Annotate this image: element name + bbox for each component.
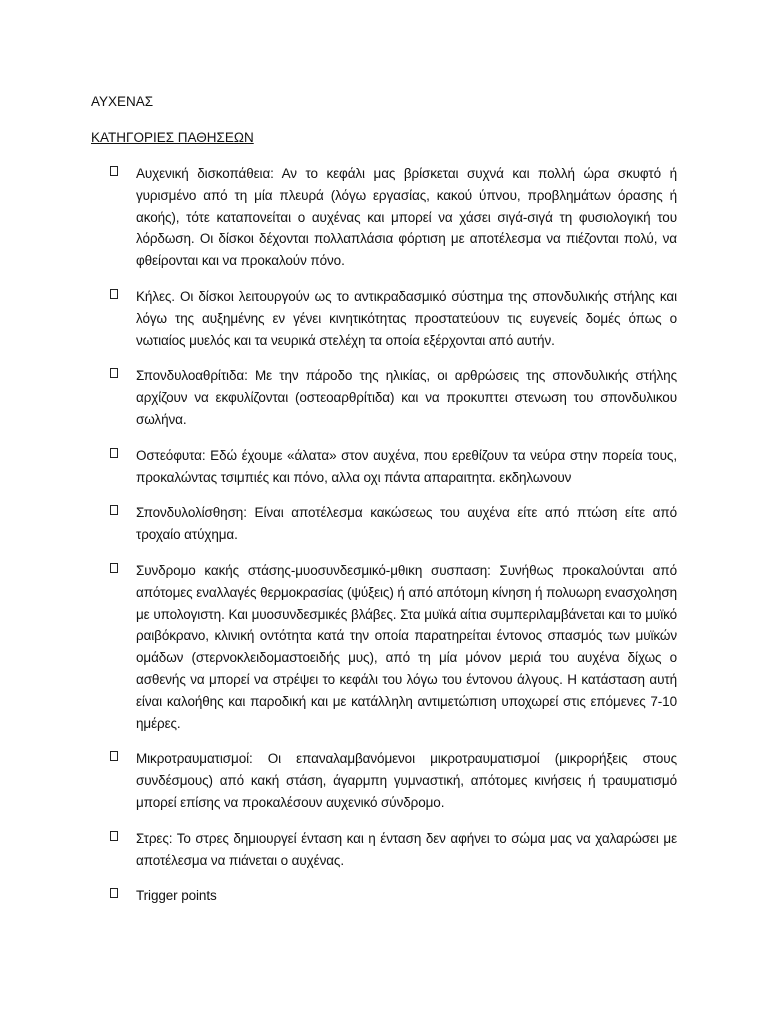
conditions-list xyxy=(0,163,768,921)
checkbox-bullet-icon xyxy=(110,368,118,378)
list-item-text: Συνδρομο κακής στάσης-μυοσυνδεσμικό-μθικη συσπαση: Συνήθως προκαλούνται από απότομες εναλλαγές θερμοκρασίας (ψύξεις) ή από απότομη κίνηση ή πολυωρη ενασχοληση με υπολογιστη. Και μυοσυνδεσμικές βλάβες. Στα μυϊκά αίτια συμπεριλαμβάνεται και το μυϊκό ραιβόκρανο, κλινική οντότητα κατά την οποία παρατηρείται έντονος σπασμός των μυϊκών ομάδων (στερνοκλειδομαστοειδής μυς), από τη μία μόνον μεριά του αυχένα δίχως ο ασθενής να μπορεί να στρέψει το κεφάλι του λόγω του έντονου άλγους. Η κατάσταση αυτή είναι καλοήθης και παροδική και με κατάλληλη αντιμετώπιση υποχωρεί στις επόμενες 7-10 ημέρες. xyxy=(136,562,677,731)
list-item xyxy=(0,560,677,734)
list-item xyxy=(0,163,677,272)
checkbox-bullet-icon xyxy=(110,448,118,458)
list-item-text: Οστεόφυτα: Εδώ έχουμε «άλατα» στον αυχένα, που ερεθίζουν τα νεύρα στην πορεία τους, προκαλώντας τσιμπιές και πόνο, αλλα οχι πάντα απαραιτητα. εκδηλωνουν xyxy=(136,447,677,485)
checkbox-bullet-icon xyxy=(110,831,118,841)
list-item xyxy=(0,502,677,546)
section-heading: ΚΑΤΗΓΟΡΙΕΣ ΠΑΘΗΣΕΩΝ xyxy=(91,130,254,145)
list-item xyxy=(0,885,677,907)
list-item-text: Στρες: Το στρες δημιουργεί ένταση και η ένταση δεν αφήνει το σώμα μας να χαλαρώσει με αποτέλεσμα να πιάνεται ο αυχένας. xyxy=(136,830,677,868)
list-item xyxy=(0,365,677,430)
checkbox-bullet-icon xyxy=(110,166,118,176)
checkbox-bullet-icon xyxy=(110,289,118,299)
list-item-text: Trigger points xyxy=(136,888,217,904)
checkbox-bullet-icon xyxy=(110,751,118,761)
document-title: ΑΥΧΕΝΑΣ xyxy=(91,94,154,109)
checkbox-bullet-icon xyxy=(110,888,118,898)
list-item xyxy=(0,828,677,872)
checkbox-bullet-icon xyxy=(110,505,118,515)
list-item xyxy=(0,748,677,813)
list-item-text: Κήλες. Οι δίσκοι λειτουργούν ως το αντικραδασμικό σύστημα της σπονδυλικής στήλης και λόγω της αυξημένης εν γένει κινητικότητας προστατεύουν τις ευγενείς δομές όπως ο νωτιαίος μυελός και τα νευρικά στελέχη τα οποία εξέρχονται από αυτήν. xyxy=(136,288,677,348)
list-item-text: Αυχενική δισκοπάθεια: Αν το κεφάλι μας βρίσκεται συχνά και πολλή ώρα σκυφτό ή γυρισμένο από τη μία πλευρά (λόγω εργασίας, κακού ύπνου, προβλημάτων όρασης ή ακοής), τότε καταπονείται ο αυχένας και μπορεί να χάσει σιγά-σιγά τη φυσιολογική του λόρδωση. Οι δίσκοι δέχονται πολλαπλάσια φόρτιση με αποτέλεσμα να πιέζονται πολύ, να φθείρονται και να προκαλούν πόνο. xyxy=(136,166,677,269)
list-item-text: Σπονδυλολίσθηση: Είναι αποτέλεσμα κακώσεως του αυχένα είτε από πτώση είτε από τροχαίο ατύχημα. xyxy=(136,505,677,543)
list-item xyxy=(0,286,677,351)
list-item-text: Μικροτραυματισμοί: Οι επαναλαμβανόμενοι μικροτραυματισμοί (μικρορήξεις στους συνδέσμους) από κακή στάση, άγαρμπη γυμναστική, απότομες κινήσεις ή τραυματισμό μπορεί επίσης να προκαλέσουν αυχενικό σύνδρομο. xyxy=(136,751,677,810)
checkbox-bullet-icon xyxy=(110,563,118,573)
list-item xyxy=(0,445,677,489)
list-item-text: Σπονδυλοαθρίτιδα: Με την πάροδο της ηλικίας, οι αρθρώσεις της σπονδυλικής στήλης αρχίζουν να εκφυλίζονται (οστεοαρθρίτιδα) και να προκυπτει στενωση του σπονδυλικου σωλήνα. xyxy=(136,368,677,427)
